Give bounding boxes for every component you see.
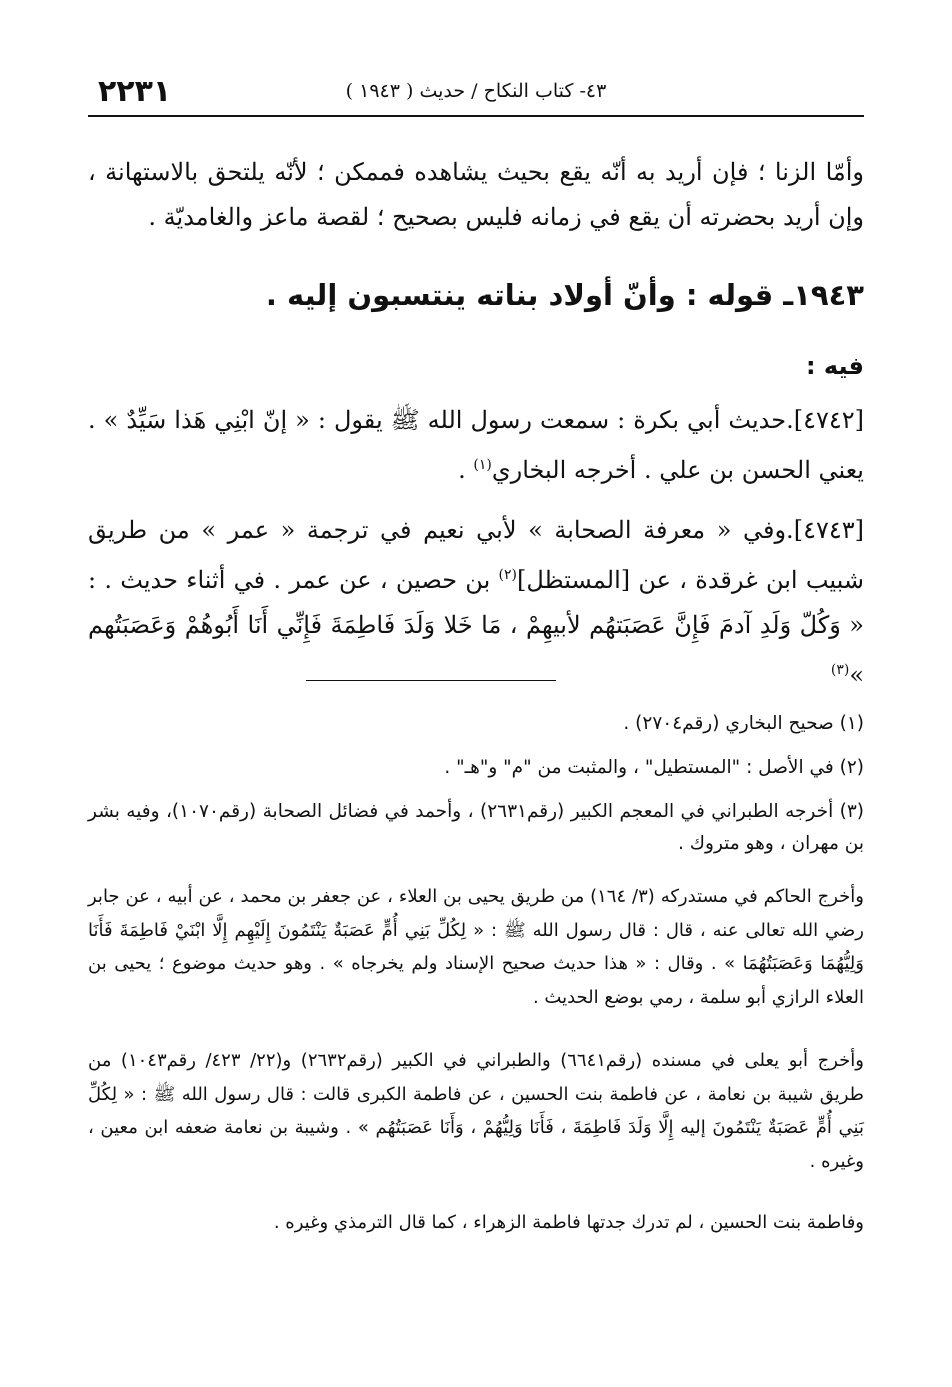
footnote-1: (١) صحيح البخاري (رقم٢٧٠٤) . <box>623 713 864 734</box>
section-heading: ١٩٤٣ـ قوله : وأنّ أولاد بناته ينتسبون إليه . <box>265 278 864 312</box>
footnote-separator <box>306 680 556 681</box>
footnote-3-closing: وفاطمة بنت الحسين ، لم تدرك جدتها فاطمة الزهراء ، كما قال الترمذي وغيره . <box>273 1212 864 1233</box>
hadith-4743-text-b: بن حصين ، عن عمر . في أثناء حديث . : « وَكُلّ وَلَدِ آدمَ فَإِنَّ عَصَبَتهُم لأبيهِمْ ، مَا خَلا وَلَدَ فَاطِمَةَ فَإِنِّي أَنَا أَبُوهُمْ وَعَصَبَتُهم » <box>88 566 864 689</box>
footnote-ref-2[interactable]: (٢) <box>498 567 517 583</box>
hadith-4743-text-a: [٤٧٤٣].وفي « معرفة الصحابة » لأبي نعيم في ترجمة « عمر » من طريق شبيب ابن غرقدة ، عن [المستظل] <box>88 516 864 594</box>
footnote-ref-3[interactable]: (٣) <box>830 662 850 678</box>
footnote-3-abu-yala: وأخرج أبو يعلى في مسنده (رقم٦٦٤١) والطبراني في الكبير (رقم٢٦٣٢) و(٢٢/ ٤٢٣/ رقم١٠٤٣) من طريق شيبة بن نعامة ، عن فاطمة بنت الحسين ، عن فاطمة الكبرى قالت : قال رسول الله ﷺ : « لِكُلِّ بَنِي أُمٍّ عَصَبَةٌ يَنْتَمُونَ إليه إِلَّا وَلَدَ فَاطِمَةَ ، فَأَنَا وَلِيُّهُمْ ، وَأَنَا عَصَبَتُهُم » . وشيبة بن نعامة ضعفه ابن معين ، وغيره . <box>88 1050 864 1172</box>
footnote-3-hakim: وأخرج الحاكم في مستدركه (٣/ ١٦٤) من طريق يحيى بن العلاء ، عن جعفر بن محمد ، عن أبيه ، عن جابر رضي الله تعالى عنه ، قال : قال رسول الله ﷺ : « لِكُلِّ بَنِي أُمٍّ عَصَبَةٌ يَنْتَمُونَ إِلَيْهِم إِلَّا ابْنَيْ فَاطِمَةَ فَأَنَا وَلِيُّهُمَا وَعَصَبَتُهُمَا » . وقال : « هذا حديث صحيح الإسناد ولم يخرجاه » . وهو حديث موضوع ؛ يحيى بن العلاء الرازي أبو سلمة ، رمي بوضع الحديث . <box>88 886 864 1008</box>
hadith-4743 <box>88 508 864 698</box>
header-rule <box>88 115 864 117</box>
running-head: ٤٣- كتاب النكاح / حديث ( ١٩٤٣ ) <box>345 80 607 102</box>
hadith-4742 <box>88 398 864 493</box>
paragraph-intro: وأمّا الزنا ؛ فإن أريد به أنّه يقع بحيث يشاهده فممكن ؛ لأنّه يلتحق بالاستهانة ، وإن أريد بحضرته أن يقع في زمانه فليس بصحيح ؛ لقصة ماعز والغامديّة . <box>88 158 864 231</box>
page-header <box>88 68 864 112</box>
hadith-4742-end: . <box>458 456 474 484</box>
footnote-2: (٢) في الأصل : "المستطيل" ، والمثبت من "م" و"هـ" . <box>444 757 864 778</box>
page-number: ٢٢٣١ <box>98 74 172 109</box>
footnote-3: (٣) أخرجه الطبراني في المعجم الكبير (رقم٢٦٣١) ، وأحمد في فضائل الصحابة (رقم١٠٧٠)، وفيه بشر بن مهران ، وهو متروك . <box>88 801 864 854</box>
subheading-fihi: فيه : <box>805 352 864 380</box>
footnote-ref-1[interactable]: (١) <box>473 457 492 473</box>
hadith-4742-text: [٤٧٤٢].حديث أبي بكرة : سمعت رسول الله ﷺ يقول : « إنّ ابْنِي هَذا سَيِّدٌ » . يعني الحسن بن علي . أخرجه البخاري <box>88 406 864 484</box>
